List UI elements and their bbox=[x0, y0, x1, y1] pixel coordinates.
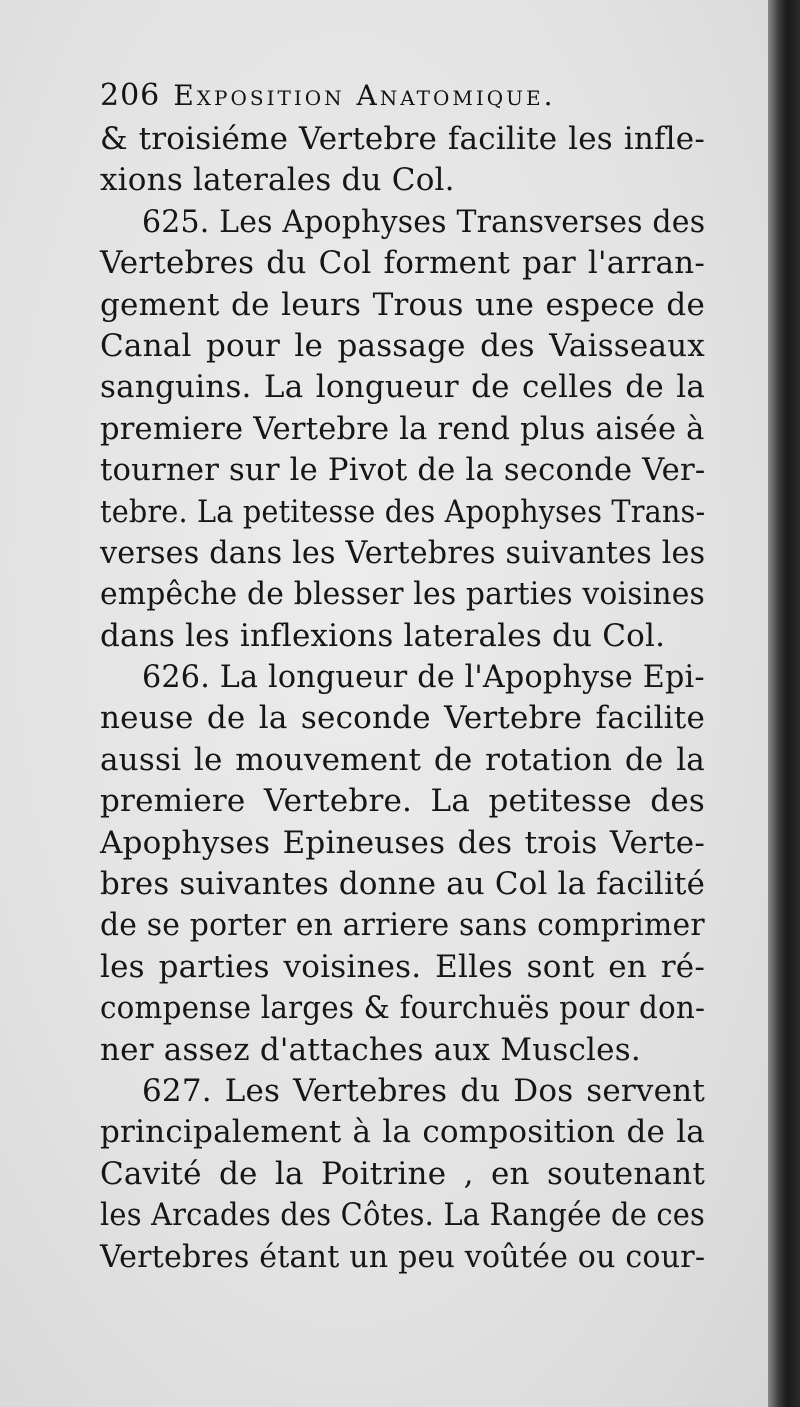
text-line: Apophyses Epineuses des trois Verte- bbox=[100, 824, 705, 861]
text-line: tourner sur le Pivot de la seconde Ver- bbox=[100, 452, 706, 489]
text-line: Vertebres du Col forment par l'arran- bbox=[100, 245, 705, 282]
text-line: tebre. La petitesse des Apophyses Trans- bbox=[100, 493, 706, 530]
text-line: les parties voisines. Elles sont en ré- bbox=[100, 948, 705, 985]
text-line: Vertebres étant un peu voûtée ou cour- bbox=[100, 1238, 706, 1275]
text-line: verses dans les Vertebres suivantes les bbox=[100, 534, 706, 571]
text-line: & troisiéme Vertebre facilite les infle- bbox=[100, 121, 705, 157]
text-line: premiere Vertebre. La petitesse des bbox=[100, 783, 705, 820]
text-line: Cavité de la Poitrine , en soutenant bbox=[100, 1155, 705, 1192]
page-edge-shadow bbox=[768, 0, 800, 1407]
text-line: gement de leurs Trous une espece de bbox=[100, 286, 705, 323]
text-line: dans les inflexions laterales du Col. bbox=[100, 617, 666, 654]
text-line: principalement à la composition de la bbox=[100, 1114, 705, 1151]
paragraph-625-start: 625. Les Apophyses Transverses des bbox=[142, 203, 706, 240]
text-line: neuse de la seconde Vertebre facilite bbox=[100, 700, 705, 737]
text-line: les Arcades des Côtes. La Rangée de ces bbox=[100, 1197, 706, 1234]
text-line: bres suivantes donne au Col la facilité bbox=[100, 866, 706, 903]
text-line: ner assez d'attaches aux Muscles. bbox=[100, 1031, 641, 1068]
text-line: Canal pour le passage des Vaisseaux bbox=[100, 327, 705, 364]
running-header bbox=[100, 78, 660, 118]
text-line: de se porter en arriere sans comprimer bbox=[100, 907, 705, 944]
page-number: 206 bbox=[100, 78, 161, 113]
paragraph-627-start: 627. Les Vertebres du Dos servent bbox=[142, 1072, 705, 1109]
text-line: compense larges & fourchuës pour don- bbox=[100, 990, 706, 1027]
text-line: empêche de blesser les parties voisines bbox=[100, 576, 706, 613]
running-title: Exposition Anatomique. bbox=[173, 79, 556, 112]
text-line: sanguins. La longueur de celles de la bbox=[100, 369, 705, 406]
paragraph-626-start: 626. La longueur de l'Apophyse Epi- bbox=[142, 659, 705, 696]
text-line: aussi le mouvement de rotation de la bbox=[100, 741, 705, 778]
text-line: xions laterales du Col. bbox=[100, 162, 455, 199]
text-line: premiere Vertebre la rend plus aisée à bbox=[100, 410, 705, 447]
page-body bbox=[100, 119, 705, 1278]
